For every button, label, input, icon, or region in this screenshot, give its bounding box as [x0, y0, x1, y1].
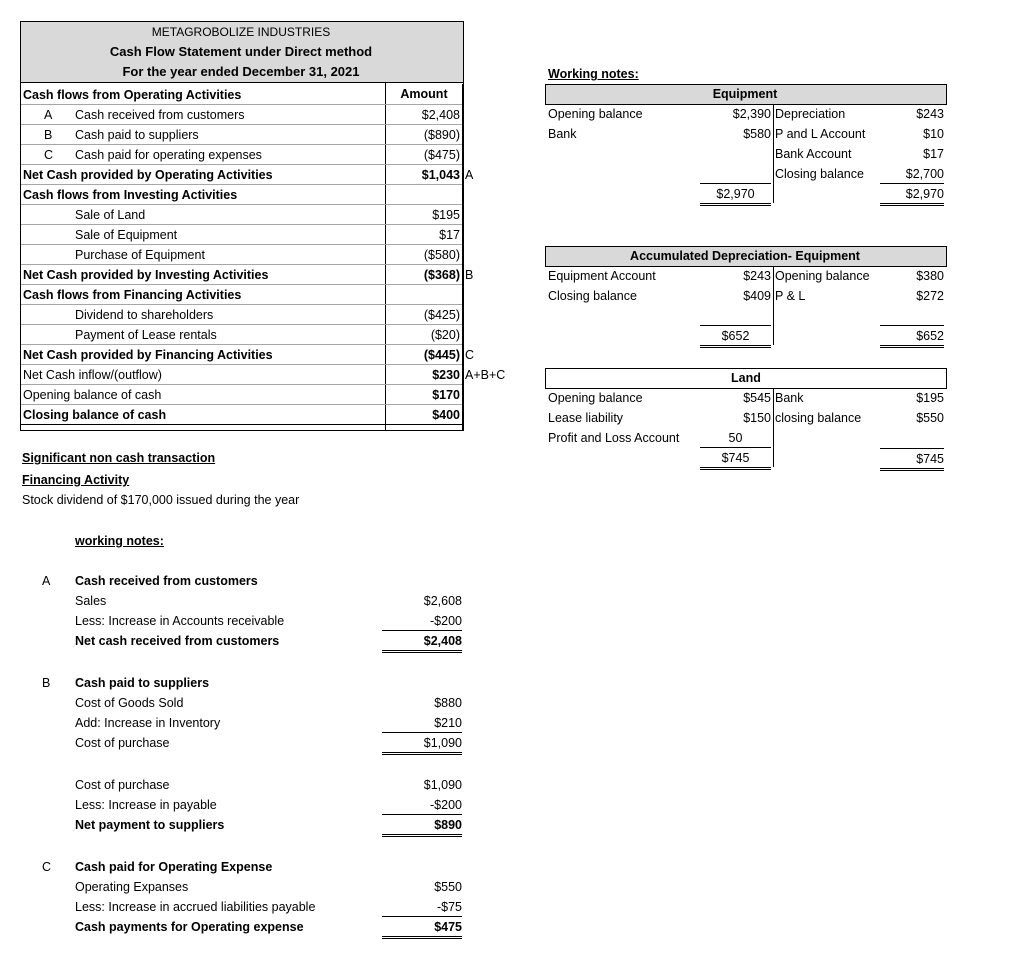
row-amount: $230	[432, 368, 460, 382]
note-c-total-label: Cash payments for Operating expense	[75, 920, 304, 934]
acc-dep-credit-amount: $380	[916, 269, 944, 283]
note-c-title: Cash paid for Operating Expense	[75, 860, 273, 874]
statement-title: Cash Flow Statement under Direct method	[109, 44, 373, 59]
note-b-code: B	[42, 676, 51, 690]
row-amount: $1,043	[421, 168, 460, 182]
equipment-credit-amount: $17	[923, 147, 944, 161]
row-amount: ($20)	[430, 328, 460, 342]
equipment-credit-total: $2,970	[880, 184, 944, 206]
row-amount: $170	[432, 388, 460, 402]
note-c-total-amount: $475	[382, 917, 462, 939]
row-label: Closing balance of cash	[23, 408, 167, 422]
acc-dep-credit-label: P & L	[775, 289, 806, 303]
note-b-line-amount: $880	[434, 696, 462, 710]
row-amount: $17	[439, 228, 460, 242]
row-label: Cash paid for operating expenses	[75, 148, 262, 162]
row-label: Cash received from customers	[75, 108, 245, 122]
equipment-debit-total: $2,970	[700, 183, 771, 206]
right-working-notes-title: Working notes:	[548, 67, 639, 81]
note-b-line-label: Cost of Goods Sold	[75, 696, 184, 710]
note-a-line-label: Less: Increase in Accounts receivable	[75, 614, 285, 628]
note-b2-total-amount: $890	[382, 815, 462, 837]
note-c-line-label: Less: Increase in accrued liabilities payable	[75, 900, 316, 914]
equipment-credit-label: Bank Account	[775, 147, 852, 161]
acc-dep-credit-total: $652	[880, 325, 944, 348]
equipment-credit-amount: $10	[923, 127, 944, 141]
land-credit-amount: $550	[916, 411, 944, 425]
equipment-account-title: Equipment	[712, 87, 778, 101]
row-label: Payment of Lease rentals	[75, 328, 217, 342]
row-mark: A+B+C	[465, 368, 506, 382]
row-amount: ($475)	[423, 148, 460, 162]
row-amount: ($368)	[423, 268, 460, 282]
company-name: METAGROBOLIZE INDUSTRIES	[151, 25, 331, 39]
row-label: Sale of Land	[75, 208, 146, 222]
note-b2-line-label: Less: Increase in payable	[75, 798, 217, 812]
row-amount: $195	[432, 208, 460, 222]
note-a-line-label: Sales	[75, 594, 107, 608]
equipment-debit-amount: $2,390	[732, 107, 771, 121]
row-mark: C	[465, 348, 475, 362]
note-b2-line-amount: -$200	[382, 795, 462, 815]
acc-dep-account-title: Accumulated Depreciation- Equipment	[630, 249, 860, 263]
land-debit-total: $745	[700, 448, 771, 470]
note-c-line-amount: $550	[434, 880, 462, 894]
row-code: C	[44, 148, 54, 162]
amount-header: Amount	[400, 87, 448, 101]
equipment-debit-label: Opening balance	[548, 107, 643, 121]
row-label: Cash flows from Investing Activities	[23, 188, 238, 202]
land-debit-label: Profit and Loss Account	[548, 431, 680, 445]
note-a-line-amount: $2,608	[423, 594, 462, 608]
land-account-title: Land	[731, 371, 761, 385]
land-debit-amount: 50	[700, 428, 771, 448]
note-b-subtotal-label: Cost of purchase	[75, 736, 170, 750]
note-a-total-amount: $2,408	[382, 631, 462, 653]
row-amount: ($890)	[423, 128, 460, 142]
row-mark: B	[465, 268, 474, 282]
row-code: B	[44, 128, 53, 142]
note-c-line-amount: -$75	[382, 897, 462, 917]
land-credit-amount: $195	[916, 391, 944, 405]
note-c-line-label: Operating Expanses	[75, 880, 189, 894]
note-a-total-label: Net cash received from customers	[75, 634, 280, 648]
land-credit-total: $745	[880, 448, 944, 471]
equipment-debit-label: Bank	[548, 127, 577, 141]
land-debit-label: Opening balance	[548, 391, 643, 405]
equipment-credit-label: P and L Account	[775, 127, 866, 141]
acc-dep-debit-total: $652	[700, 325, 771, 348]
note-b2-total-label: Net payment to suppliers	[75, 818, 225, 832]
row-code: A	[44, 108, 53, 122]
acc-dep-debit-amount: $243	[743, 269, 771, 283]
acc-dep-debit-label: Closing balance	[548, 289, 637, 303]
equipment-credit-label: Closing balance	[775, 167, 864, 181]
row-label: Cash flows from Financing Activities	[23, 288, 242, 302]
row-label: Net Cash provided by Financing Activities	[23, 348, 273, 362]
note-b2-line-label: Cost of purchase	[75, 778, 170, 792]
land-debit-amount: $150	[743, 411, 771, 425]
acc-dep-debit-label: Equipment Account	[548, 269, 656, 283]
row-label: Cash flows from Operating Activities	[23, 88, 242, 102]
equipment-credit-label: Depreciation	[775, 107, 846, 121]
row-label: Cash paid to suppliers	[75, 128, 199, 142]
row-amount: ($445)	[423, 348, 460, 362]
note-b-line-amount: $210	[382, 713, 462, 733]
note-a-code: A	[42, 574, 51, 588]
land-debit-label: Lease liability	[548, 411, 624, 425]
equipment-credit-amount: $2,700	[880, 164, 944, 184]
note-b-title: Cash paid to suppliers	[75, 676, 210, 690]
equipment-credit-amount: $243	[916, 107, 944, 121]
note-b-subtotal-amount: $1,090	[382, 733, 462, 755]
row-label: Purchase of Equipment	[75, 248, 205, 262]
note-c-code: C	[42, 860, 52, 874]
row-amount: ($425)	[423, 308, 460, 322]
land-t-divider	[773, 388, 774, 467]
row-amount: $2,408	[421, 108, 460, 122]
equipment-t-divider	[773, 104, 774, 203]
acc-dep-t-divider	[773, 266, 774, 345]
note-b-line-label: Add: Increase in Inventory	[75, 716, 221, 730]
row-amount: ($580)	[423, 248, 460, 262]
noncash-text: Stock dividend of $170,000 issued during the year	[22, 493, 300, 507]
working-notes-title: working notes:	[75, 534, 164, 548]
note-a-line-amount: -$200	[382, 611, 462, 631]
note-b2-line-amount: $1,090	[423, 778, 462, 792]
land-credit-label: closing balance	[775, 411, 862, 425]
row-label: Net Cash inflow/(outflow)	[23, 368, 162, 382]
row-label: Dividend to shareholders	[75, 308, 214, 322]
row-label: Net Cash provided by Investing Activities	[23, 268, 269, 282]
acc-dep-credit-label: Opening balance	[775, 269, 870, 283]
equipment-debit-amount: $580	[743, 127, 771, 141]
note-a-title: Cash received from customers	[75, 574, 258, 588]
row-label: Sale of Equipment	[75, 228, 178, 242]
acc-dep-credit-amount: $272	[916, 289, 944, 303]
row-label: Net Cash provided by Operating Activities	[23, 168, 273, 182]
row-label: Opening balance of cash	[23, 388, 162, 402]
noncash-subtitle: Financing Activity	[22, 473, 130, 487]
noncash-title: Significant non cash transaction	[22, 451, 216, 465]
land-credit-label: Bank	[775, 391, 804, 405]
amount-column-right-border	[462, 84, 463, 430]
acc-dep-debit-amount: $409	[743, 289, 771, 303]
row-mark: A	[465, 168, 474, 182]
land-debit-amount: $545	[743, 391, 771, 405]
statement-period: For the year ended December 31, 2021	[122, 64, 360, 79]
row-amount: $400	[432, 408, 460, 422]
